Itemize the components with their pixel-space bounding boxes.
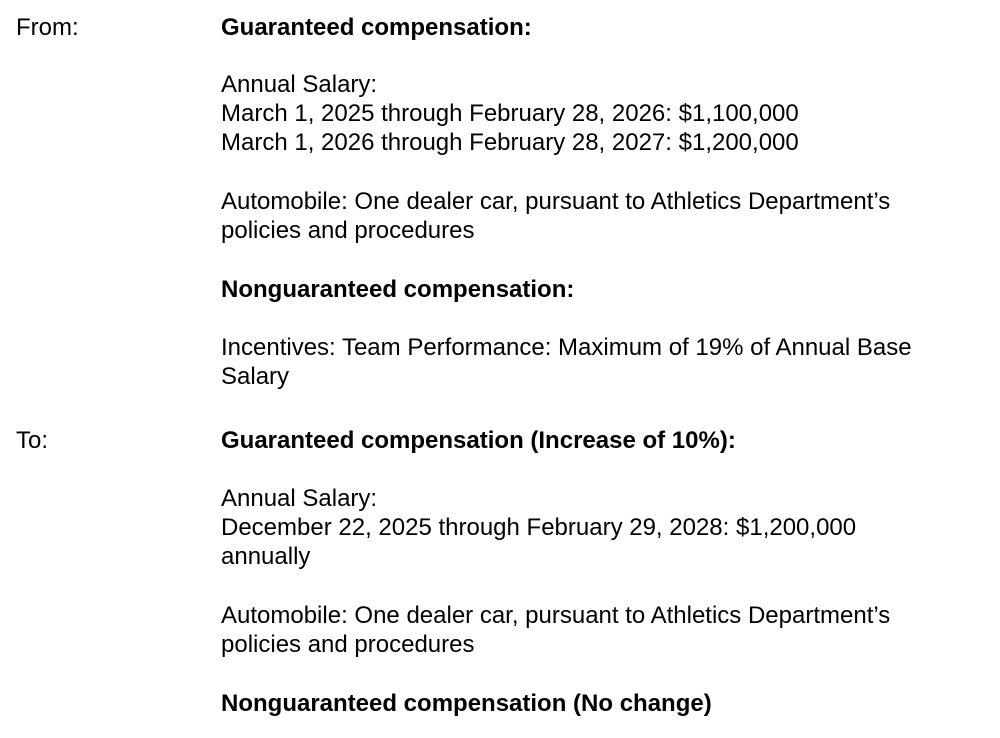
from-salary-line-2: March 1, 2026 through February 28, 2027: $1,200,000 (221, 129, 799, 156)
from-nonguaranteed-block (221, 275, 981, 304)
from-automobile-line-1: Automobile: One dealer car, pursuant to Athletics Department’s (221, 188, 891, 215)
to-nonguaranteed-heading: Nonguaranteed compensation (No change) (221, 690, 712, 717)
from-incentives-line-1: Incentives: Team Performance: Maximum of 19% of Annual Base (221, 334, 912, 361)
from-salary-line-1: March 1, 2025 through February 28, 2026: $1,100,000 (221, 100, 799, 127)
to-automobile-line-2: policies and procedures (221, 631, 475, 658)
to-nonguaranteed-block (221, 689, 981, 718)
from-salary-label: Annual Salary: (221, 71, 378, 98)
from-automobile-block (221, 187, 981, 245)
from-label: From: (16, 14, 79, 41)
to-salary-line-1: December 22, 2025 through February 29, 2028: $1,200,000 (221, 514, 857, 541)
to-salary-label: Annual Salary: (221, 485, 378, 512)
from-incentives-line-2: Salary (221, 363, 290, 390)
from-guaranteed-heading: Guaranteed compensation: (221, 14, 532, 41)
to-automobile-line-1: Automobile: One dealer car, pursuant to Athletics Department’s (221, 602, 891, 629)
from-nonguaranteed-heading: Nonguaranteed compensation: (221, 276, 575, 303)
from-salary-block (221, 70, 981, 157)
to-salary-block (221, 484, 981, 571)
to-label: To: (16, 427, 49, 454)
to-salary-line-2: annually (221, 543, 311, 570)
from-guaranteed-block (221, 13, 981, 42)
from-automobile-line-2: policies and procedures (221, 217, 475, 244)
to-guaranteed-heading: Guaranteed compensation (Increase of 10%): (221, 427, 736, 454)
to-guaranteed-block (221, 426, 981, 455)
from-incentives-block (221, 333, 981, 391)
to-automobile-block (221, 601, 981, 659)
